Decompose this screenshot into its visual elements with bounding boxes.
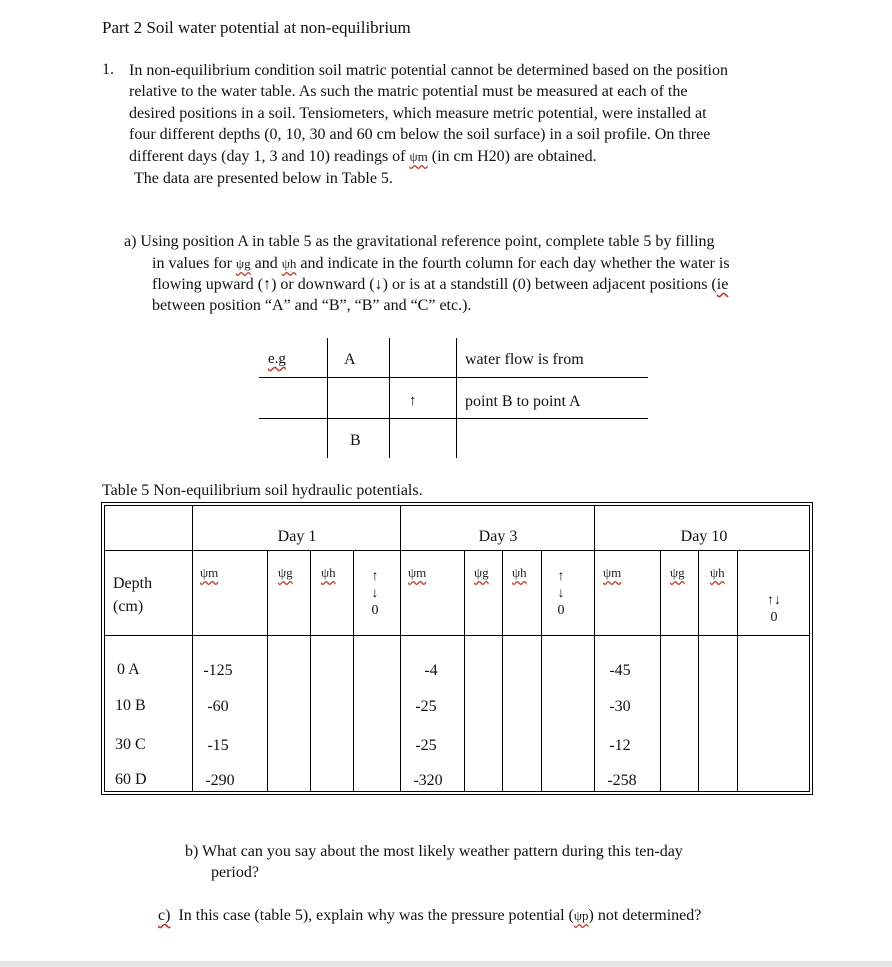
day3-psi-m-value: -25 bbox=[415, 737, 437, 754]
day-3-header: Day 3 bbox=[478, 528, 518, 545]
day-10-header: Day 10 bbox=[680, 528, 728, 545]
day3-psi-m-value: -320 bbox=[413, 772, 443, 789]
day1-psi-m-value: -60 bbox=[207, 698, 229, 715]
day3-psi-m-value: -25 bbox=[415, 698, 437, 715]
day10-psi-m-value: -258 bbox=[607, 772, 637, 789]
d1-up-arrow: ↑ bbox=[371, 569, 379, 584]
d10-psi-h-header: ψh bbox=[710, 565, 725, 580]
d10-psi-m-header: ψm bbox=[603, 565, 622, 580]
qa-line-3 bbox=[152, 274, 728, 295]
depth-header: Depth bbox=[113, 575, 153, 592]
day1-psi-m-value: -290 bbox=[205, 772, 235, 789]
question-c bbox=[158, 905, 701, 926]
qa-line-2b: and bbox=[254, 255, 278, 272]
example-flow-line-2: point B to point A bbox=[465, 393, 581, 410]
day1-psi-m-value: -15 bbox=[207, 737, 229, 754]
table-vline-d3-h bbox=[502, 550, 503, 792]
qa-line-2c: and indicate in the fourth column for each day whether the water is bbox=[300, 255, 730, 272]
example-rule-2 bbox=[259, 418, 648, 419]
qa-line-2a: in values for bbox=[152, 255, 232, 272]
qa-line-4: between position “A” and “B”, “B” and “C” etc.). bbox=[152, 297, 472, 314]
d3-psi-g-header: ψg bbox=[474, 565, 489, 580]
d1-psi-h-header: ψh bbox=[321, 565, 336, 580]
d3-zero: 0 bbox=[557, 603, 565, 618]
table-vline-d3-flow bbox=[541, 550, 542, 792]
qb-line-2: period? bbox=[211, 864, 259, 881]
qc-text-b: ) not determined? bbox=[588, 907, 702, 924]
qc-text-a: In this case (table 5), explain why was the pressure potential ( bbox=[178, 907, 574, 924]
table-vline-d10-h bbox=[698, 550, 699, 792]
depth-unit: (cm) bbox=[113, 598, 144, 615]
row-depth: 0 A bbox=[117, 661, 140, 678]
example-point-a: A bbox=[344, 351, 356, 368]
d1-flow-header bbox=[367, 568, 383, 619]
q1-line-2: relative to the water table. As such the matric potential must be measured at each of the bbox=[129, 83, 688, 100]
example-vline-1 bbox=[327, 338, 328, 458]
psi-m-symbol: ψm bbox=[409, 149, 428, 164]
d3-flow-header bbox=[553, 568, 569, 619]
table-vline-d10-g bbox=[660, 550, 661, 792]
qa-line-2 bbox=[152, 253, 730, 274]
psi-h-symbol: ψh bbox=[281, 256, 297, 271]
qa-line-3a: flowing upward (↑) or downward (↓) or is at a standstill (0) between adjacent positions ( bbox=[152, 276, 717, 293]
ie-abbrev: ie bbox=[716, 276, 729, 293]
table-vline-d10-flow bbox=[737, 550, 738, 792]
q1-line-6: The data are presented below in Table 5. bbox=[134, 170, 393, 187]
example-vline-3 bbox=[456, 338, 457, 458]
day10-psi-m-value: -30 bbox=[609, 698, 631, 715]
d1-psi-m-header: ψm bbox=[200, 565, 219, 580]
qa-line-1: a) Using position A in table 5 as the gravitational reference point, complete table 5 by filling bbox=[124, 233, 715, 250]
day10-psi-m-value: -12 bbox=[609, 737, 631, 754]
day-1-header: Day 1 bbox=[277, 528, 317, 545]
table-vline-d3-g bbox=[464, 550, 465, 792]
day10-psi-m-value: -45 bbox=[609, 662, 631, 679]
table-rule-subheader bbox=[104, 635, 810, 636]
table-border-right-inner bbox=[809, 505, 810, 792]
table-caption: Table 5 Non-equilibrium soil hydraulic potentials. bbox=[102, 482, 423, 499]
window-bottom-edge bbox=[0, 961, 892, 967]
d3-down-arrow: ↓ bbox=[557, 586, 565, 601]
question-1-number: 1. bbox=[102, 61, 114, 78]
q1-line-1: In non-equilibrium condition soil matric potential cannot be determined based on the position bbox=[129, 62, 728, 79]
row-depth: 30 C bbox=[115, 736, 146, 753]
example-rule-1 bbox=[259, 377, 648, 378]
table-rule-header bbox=[104, 550, 810, 551]
d1-down-arrow: ↓ bbox=[371, 586, 379, 601]
day1-psi-m-value: -125 bbox=[203, 662, 233, 679]
table-vline-d1-flow bbox=[353, 550, 354, 792]
d10-zero: 0 bbox=[770, 610, 778, 625]
d3-up-arrow: ↑ bbox=[557, 569, 565, 584]
d1-zero: 0 bbox=[371, 603, 379, 618]
q1-line-3: desired positions in a soil. Tensiometers, which measure metric potential, were installed at bbox=[129, 105, 707, 122]
page-heading: Part 2 Soil water potential at non-equilibrium bbox=[102, 18, 411, 37]
q1-line-5a: different days (day 1, 3 and 10) readings of bbox=[129, 148, 406, 165]
q1-line-5 bbox=[129, 146, 597, 167]
example-flow-line-1: water flow is from bbox=[465, 351, 584, 368]
table-vline-d1-g bbox=[267, 550, 268, 792]
table-border-bottom-outer bbox=[101, 794, 813, 795]
example-vline-2 bbox=[389, 338, 390, 458]
psi-p-symbol: ψp bbox=[573, 908, 589, 923]
table-border-top-inner bbox=[104, 505, 810, 506]
d10-flow-header bbox=[757, 592, 791, 626]
table-border-bottom-inner bbox=[104, 791, 810, 792]
d10-psi-g-header: ψg bbox=[670, 565, 685, 580]
d10-updown-arrows: ↑↓ bbox=[767, 593, 781, 608]
qb-line-1: b) What can you say about the most likely weather pattern during this ten-day bbox=[185, 843, 683, 860]
row-depth: 10 B bbox=[115, 697, 146, 714]
row-depth: 60 D bbox=[115, 771, 147, 788]
q1-line-4: four different depths (0, 10, 30 and 60 cm below the soil surface) in a soil profile. On three bbox=[129, 126, 711, 143]
d1-psi-g-header: ψg bbox=[278, 565, 293, 580]
d3-psi-m-header: ψm bbox=[408, 565, 427, 580]
example-eg-label: e.g bbox=[268, 351, 286, 367]
table-border-left-outer bbox=[101, 502, 102, 795]
table-border-right-outer bbox=[812, 502, 813, 795]
example-point-b: B bbox=[350, 432, 361, 449]
table-vline-d1-h bbox=[310, 550, 311, 792]
day3-psi-m-value: -4 bbox=[424, 662, 438, 679]
d3-psi-h-header: ψh bbox=[512, 565, 527, 580]
table-border-left-inner bbox=[104, 505, 105, 792]
example-arrow: ↑ bbox=[409, 393, 417, 409]
table-border-top-outer bbox=[101, 502, 813, 503]
qc-label: c) bbox=[158, 907, 171, 924]
q1-line-5b: (in cm H20) are obtained. bbox=[431, 148, 597, 165]
psi-g-symbol: ψg bbox=[235, 256, 251, 271]
